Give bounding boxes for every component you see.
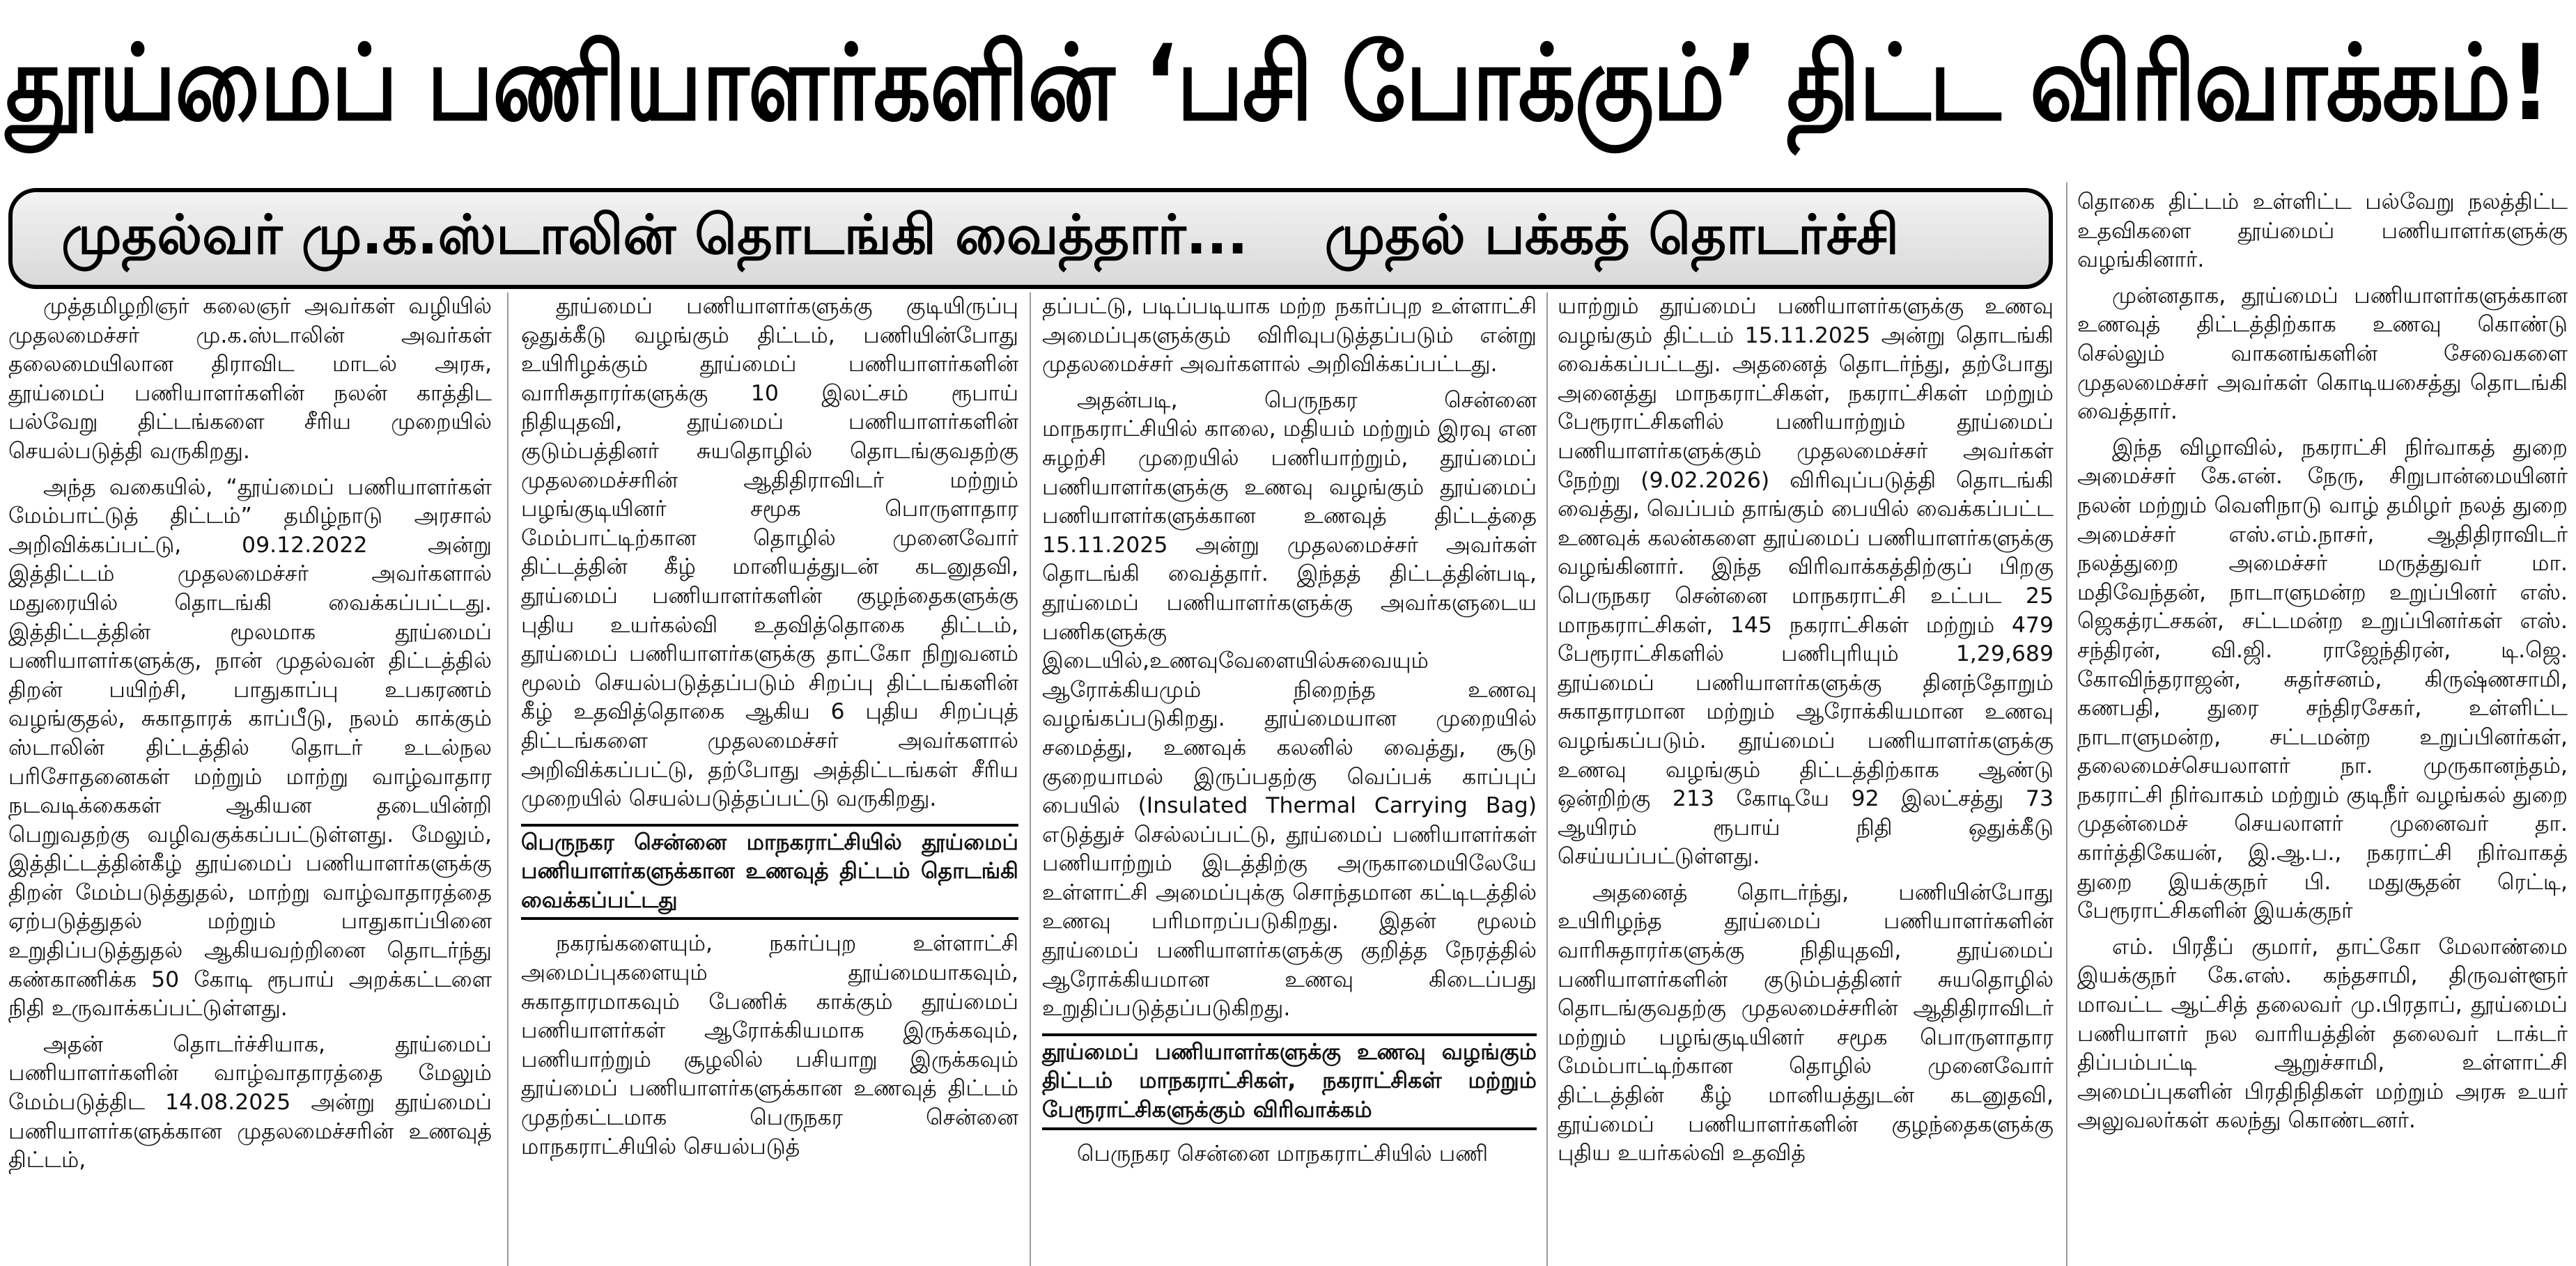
column-rule — [1030, 292, 1031, 1266]
column-rule — [507, 292, 509, 1266]
headline-band — [0, 0, 2576, 167]
paragraph: அதன் தொடர்ச்சியாக, தூய்மைப் பணியாளர்களின் வாழ்வாதாரத்தை மேலும் மேம்படுத்திட 14.08.2025 அன்று தூய்மைப் பணியாளர்களுக்கான முதலமைச்சரின் உணவுத் திட்டம், — [8, 1031, 492, 1173]
paragraph: அந்த வகையில், “தூய்மைப் பணியாளர்கள் மேம்பாட்டுத் திட்டம்” தமிழ்நாடு அரசால் அறிவிக்கப்பட்டு, 09.12.2022 அன்று இத்திட்டம் முதலமைச்சர் அவர்களால் மதுரையில் தொடங்கி வைக்கப்பட்டது. இத்திட்டத்தின் மூலமாக தூய்மைப் பணியாளர்களுக்கு, நான் முதல்வன் திட்டத்தில் திறன் பயிற்சி, பாதுகாப்பு உபகரணம் வழங்குதல், சுகாதாரக் காப்பீடு, நலம் காக்கும் ஸ்டாலின் திட்டத்தில் தொடர் உடல்நல பரிசோதனைகள் மற்றும் மாற்று வாழ்வாதார நடவடிக்கைகள் ஆகியன தடையின்றி பெறுவதற்கு வழிவகுக்கப்பட்டுள்ளது. மேலும், இத்திட்டத்தின்கீழ் தூய்மைப் பணியாளர்களுக்கு திறன் மேம்படுத்துதல், மாற்று வாழ்வாதாரத்தை ஏற்படுத்துதல் மற்றும் பாதுகாப்பினை உறுதிப்படுத்துதல் ஆகியவற்றினை தொடர்ந்து கண்காணிக்க 50 கோடி ரூபாய் அறக்கட்டளை நிதி உருவாக்கப்பட்டுள்ளது. — [8, 474, 492, 1022]
subheadline: முதல்வர் மு.க.ஸ்டாலின் தொடங்கி வைத்தார்... — [61, 203, 1248, 267]
column-rule — [2066, 182, 2067, 1266]
paragraph: நகரங்களையும், நகர்ப்புற உள்ளாட்சி அமைப்புகளையும் தூய்மையாகவும், சுகாதாரமாகவும் பேணிக் காக்கும் தூய்மைப் பணியாளர்கள் ஆரோக்கியமாக இருக்கவும், பணியாற்றும் சூழலில் பசியாறு இருக்கவும் தூய்மைப் பணியாளர்களுக்கான உணவுத் திட்டம் முதற்கட்டமாக பெருநகர சென்னை மாநகராட்சியில் செயல்படுத் — [521, 931, 1018, 1159]
article-column-2 — [521, 292, 1018, 1169]
headline: தூய்மைப் பணியாளர்களின் ‘பசி போக்கும்’ திட்ட விரிவாக்கம்! — [6, 23, 2550, 144]
paragraph: தொகை திட்டம் உள்ளிட்ட பல்வேறு நலத்திட்ட உதவிகளை தூய்மைப் பணியாளர்களுக்கு வழங்கினார். — [2077, 189, 2568, 273]
continuation-label: முதல் பக்கத் தொடர்ச்சி — [1324, 203, 1900, 267]
section-subheading: தூய்மைப் பணியாளர்களுக்கு உணவு வழங்கும் திட்டம் மாநகராட்சிகள், நகராட்சிகள் மற்றும் பேரூராட்சிகளுக்கும் விரிவாக்கம் — [1042, 1033, 1537, 1130]
paragraph: பெருநகர சென்னை மாநகராட்சியில் பணி — [1077, 1141, 1489, 1166]
column-rule — [1546, 292, 1548, 1266]
article-column-1 — [8, 292, 492, 1182]
paragraph: முத்தமிழறிஞர் கலைஞர் அவர்கள் வழியில் முதலமைச்சர் மு.க.ஸ்டாலின் அவர்கள் தலைமையிலான திராவிட மாடல் அரசு, தூய்மைப் பணியாளர்களின் நலன் காத்திட பல்வேறு திட்டங்களை சீரிய முறையில் செயல்படுத்தி வருகிறது. — [8, 294, 492, 464]
article-column-4 — [1558, 292, 2054, 1175]
article-column-3 — [1042, 292, 1537, 1175]
section-subheading: பெருநகர சென்னை மாநகராட்சியில் தூய்மைப் பணியாளர்களுக்கான உணவுத் திட்டம் தொடங்கி வைக்கப்பட்டது — [521, 824, 1018, 921]
paragraph: எம். பிரதீப் குமார், தாட்கோ மேலாண்மை இயக்குநர் கே.எஸ். கந்தசாமி, திருவள்ளூர் மாவட்ட ஆட்சித் தலைவர் மு.பிரதாப், தூய்மைப் பணியாளர் நல வாரியத்தின் தலைவர் டாக்டர் திப்பம்பட்டி ஆறுச்சாமி, உள்ளாட்சி அமைப்புகளின் பிரதிநிதிகள் மற்றும் அரசு உயர் அலுவலர்கள் கலந்து கொண்டனர். — [2077, 934, 2568, 1134]
paragraph: இந்த விழாவில், நகராட்சி நிர்வாகத் துறை அமைச்சர் கே.என். நேரு, சிறுபான்மையினர் நலன் மற்றும் வெளிநாடு வாழ் தமிழர் நலத் துறை அமைச்சர் எஸ்.எம்.நாசர், ஆதிதிராவிடர் நலத்துறை அமைச்சர் மருத்துவர் மா. மதிவேந்தன், நாடாளுமன்ற உறுப்பினர் எஸ். ஜெகத்ரட்சகன், சட்டமன்ற உறுப்பினர்கள் எஸ். சந்திரன், வி.ஜி. ராஜேந்திரன், டி.ஜெ. கோவிந்தராஜன், சுதர்சனம், கிருஷ்ணசாமி, கணபதி, துரை சந்திரசேகர், உள்ளிட்ட நாடாளுமன்ற, சட்டமன்ற உறுப்பினர்கள், தலைமைச்செயலாளர் நா. முருகானந்தம், நகராட்சி நிர்வாகம் மற்றும் குடிநீர் வழங்கல் துறை முதன்மைச் செயலாளர் முனைவர் தா. கார்த்திகேயன், இ.ஆ.ப., நகராட்சி நிர்வாகத் துறை இயக்குநர் பி. மதுசூதன் ரெட்டி, பேரூராட்சிகளின் இயக்குநர் — [2077, 435, 2568, 924]
paragraph: அதன்படி, பெருநகர சென்னை மாநகராட்சியில் காலை, மதியம் மற்றும் இரவு என சுழற்சி முறையில் பணியாற்றும், தூய்மைப் பணியாளர்களுக்கு உணவு வழங்கும் தூய்மைப் பணியாளர்களுக்கான உணவுத் திட்டத்தை 15.11.2025 அன்று முதலமைச்சர் அவர்கள் தொடங்கி வைத்தார். இந்தத் திட்டத்தின்படி, தூய்மைப் பணியாளர்களுக்கு அவர்களுடைய பணிகளுக்கு இடையில்,உணவுவேளையில்சுவையும் ஆரோக்கியமும் நிறைந்த உணவு வழங்கப்படுகிறது. தூய்மையான முறையில் சமைத்து, உணவுக் கலனில் வைத்து, சூடு குறையாமல் இருப்பதற்கு வெப்பக் காப்புப் பையில் (Insulated Thermal Carrying Bag) எடுத்துச் செல்லப்பட்டு, தூய்மைப் பணியாளர்கள் பணியாற்றும் இடத்திற்கு அருகாமையிலேயே உள்ளாட்சி அமைப்புக்கு சொந்தமான கட்டிடத்தில் உணவு பரிமாறப்படுகிறது. இதன் மூலம் தூய்மைப் பணியாளர்களுக்கு குறித்த நேரத்தில் ஆரோக்கியமான உணவு கிடைப்பது உறுதிப்படுத்தப்படுகிறது. — [1042, 387, 1537, 1022]
paragraph: தூய்மைப் பணியாளர்களுக்கு குடியிருப்பு ஒதுக்கீடு வழங்கும் திட்டம், பணியின்போது உயிரிழக்கும் தூய்மைப் பணியாளர்களின் வாரிசுதாரர்களுக்கு 10 இலட்சம் ரூபாய் நிதியுதவி, தூய்மைப் பணியாளர்களின் குடும்பத்தினர் சுயதொழில் தொடங்குவதற்கு முதலமைச்சரின் ஆதிதிராவிடர் மற்றும் பழங்குடியினர் சமூக பொருளாதார மேம்பாட்டிற்கான தொழில் முனைவோர் திட்டத்தின் கீழ் மானியத்துடன் கடனுதவி, தூய்மைப் பணியாளர்களின் குழந்தைகளுக்கு புதிய உயர்கல்வி உதவித்தொகை திட்டம், தூய்மைப் பணியாளர்களுக்கு தாட்கோ நிறுவனம் மூலம் செயல்படுத்தப்படும் சிறப்பு திட்டங்களின் கீழ் உதவித்தொகை ஆகிய 6 புதிய சிறப்புத் திட்டங்களை முதலமைச்சர் அவர்களால் அறிவிக்கப்பட்டு, தற்போது அத்திட்டங்கள் சீரிய முறையில் செயல்படுத்தப்பட்டு வருகிறது. — [521, 294, 1018, 812]
paragraph: முன்னதாக, தூய்மைப் பணியாளர்களுக்கான உணவுத் திட்டத்திற்காக உணவு கொண்டு செல்லும் வாகனங்களின் சேவைகளை முதலமைச்சர் அவர்கள் கொடியசைத்து தொடங்கி வைத்தார். — [2077, 283, 2568, 425]
subheadline-box — [8, 188, 2053, 289]
paragraph: அதனைத் தொடர்ந்து, பணியின்போது உயிரிழந்த தூய்மைப் பணியாளர்களின் வாரிசுதாரர்களுக்கு நிதியுதவி, தூய்மைப் பணியாளர்களின் குடும்பத்தினர் சுயதொழில் தொடங்குவதற்கு முதலமைச்சரின் ஆதிதிராவிடர் மற்றும் பழங்குடியினர் சமூக பொருளாதார மேம்பாட்டிற்கான தொழில் முனைவோர் திட்டத்தின் கீழ் மானியத்துடன் கடனுதவி, தூய்மைப் பணியாளர்களின் குழந்தைகளுக்கு புதிய உயர்கல்வி உதவித் — [1558, 880, 2054, 1166]
paragraph: தப்பட்டு, படிப்படியாக மற்ற நகர்ப்புற உள்ளாட்சி அமைப்புகளுக்கும் விரிவுபடுத்தப்படும் என்று முதலமைச்சர் அவர்களால் அறிவிக்கப்பட்டது. — [1042, 294, 1537, 377]
article-column-5 — [2077, 188, 2568, 1143]
paragraph: யாற்றும் தூய்மைப் பணியாளர்களுக்கு உணவு வழங்கும் திட்டம் 15.11.2025 அன்று தொடங்கி வைக்கப்பட்டது. அதனைத் தொடர்ந்து, தற்போது அனைத்து மாநகராட்சிகள், நகராட்சிகள் மற்றும் பேரூராட்சிகளில் பணியாற்றும் தூய்மைப் பணியாளர்களுக்கும் முதலமைச்சர் அவர்கள் நேற்று (9.02.2026) விரிவுப்படுத்தி தொடங்கி வைத்து, வெப்பம் தாங்கும் பையில் வைக்கப்பட்ட உணவுக் கலன்களை தூய்மைப் பணியாளர்களுக்கு வழங்கினார். இந்த விரிவாக்கத்திற்குப் பிறகு பெருநகர சென்னை மாநகராட்சி உட்பட 25 மாநகராட்சிகள், 145 நகராட்சிகள் மற்றும் 479 பேரூராட்சிகளில் பணிபுரியும் 1,29,689 தூய்மைப் பணியாளர்களுக்கு தினந்தோறும் சுகாதாரமான மற்றும் ஆரோக்கியமான உணவு வழங்கப்படும். தூய்மைப் பணியாளர்களுக்கு உணவு வழங்கும் திட்டத்திற்காக ஆண்டு ஒன்றிற்கு 213 கோடியே 92 இலட்சத்து 73 ஆயிரம் ரூபாய் நிதி ஒதுக்கீடு செய்யப்பட்டுள்ளது. — [1558, 294, 2054, 870]
